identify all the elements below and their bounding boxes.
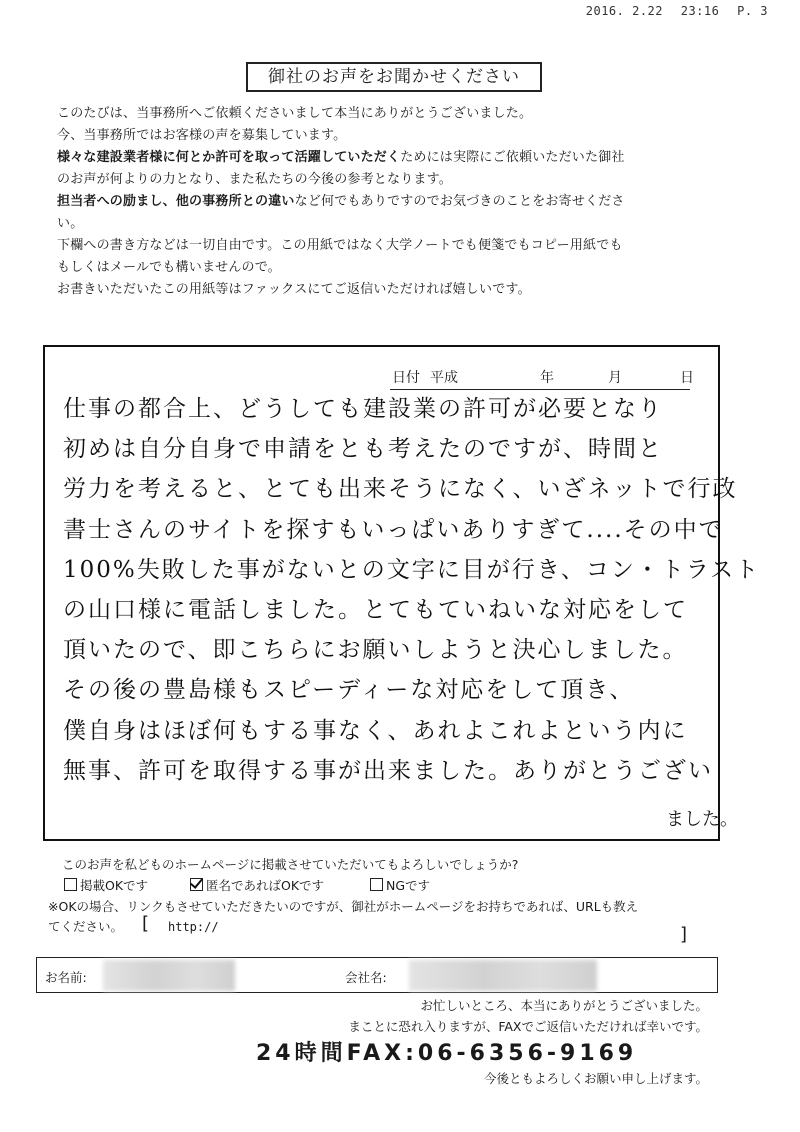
intro-bold: 担当者への励まし、 bbox=[57, 194, 176, 209]
date-month: 月 bbox=[608, 370, 622, 386]
handwriting-line: 無事、許可を取得する事が出来ました。ありがとうござい bbox=[63, 757, 713, 784]
intro-line: のお声が何よりの力となり、また私たちの今後の参考となります。 bbox=[57, 172, 452, 187]
checkbox-anonymous-ok[interactable] bbox=[190, 878, 203, 891]
closing-request: まことに恐れ入りますが、FAXでご返信いただければ幸いです。 bbox=[348, 1019, 708, 1034]
handwritten-comment bbox=[63, 389, 761, 791]
intro-text bbox=[57, 103, 727, 301]
date-era: 平成 bbox=[430, 370, 458, 386]
intro-bold: 他の事務所との違い bbox=[175, 194, 295, 209]
redacted-name bbox=[103, 960, 235, 991]
url-field[interactable]: http:// bbox=[168, 920, 219, 934]
intro-line: 下欄への書き方などは一切自由です。この用紙ではなく大学ノートでも便箋でもコピー用紙でも bbox=[57, 238, 623, 253]
intro-line: このたびは、当事務所へご依頼くださいまして本当にありがとうございました。 bbox=[57, 106, 533, 121]
intro-line: 今、当事務所ではお客様の声を募集しています。 bbox=[57, 128, 347, 143]
fax-header bbox=[576, 4, 768, 18]
date-line bbox=[390, 367, 694, 390]
handwriting-line: 労力を考えると、とても出来そうになく、いざネットで行政 bbox=[63, 476, 738, 503]
intro-line: 様々な建設業者様に何とか許可を取って活躍していただくためには実際にご依頼いただいた御社 bbox=[57, 150, 625, 165]
redacted-company bbox=[409, 960, 597, 991]
handwriting-line: の山口様に電話しました。とてもていねいな対応をして bbox=[63, 597, 688, 624]
checkbox-publish-ok[interactable] bbox=[64, 878, 77, 891]
checkbox-ng[interactable] bbox=[370, 878, 383, 891]
fax-date: 2016. 2.22 bbox=[585, 4, 663, 18]
fax-time: 23:16 bbox=[680, 4, 720, 18]
url-bracket-open: [ bbox=[142, 913, 150, 934]
option-publish-ok[interactable]: 掲載OKです bbox=[64, 876, 148, 894]
handwriting-line: 初めは自分自身で申請をとも考えたのですが、時間と bbox=[63, 436, 663, 463]
handwriting-line: 頂いたので、即こちらにお願いしようと決心しました。 bbox=[63, 637, 688, 664]
closing-regards: 今後ともよろしくお願い申し上げます。 bbox=[483, 1071, 708, 1086]
intro-line: もしくはメールでも構いませんので。 bbox=[57, 260, 281, 275]
date-day: 日 bbox=[680, 370, 694, 386]
fax-page: P. 3 bbox=[737, 4, 768, 18]
link-note-line: ※OKの場合、リンクもさせていただきたいのですが、御社がホームページをお持ちであれば、URLも教え bbox=[48, 899, 639, 914]
date-year: 年 bbox=[540, 370, 554, 386]
page-title: 御社のお声をお聞かせください bbox=[246, 62, 542, 92]
intro-line: 担当者への励まし、他の事務所との違いなど何でもありですのでお気づきのことをお寄せくださ bbox=[57, 194, 625, 209]
name-company-row bbox=[36, 957, 718, 993]
intro-line: お書きいただいたこの用紙等はファックスにてご返信いただければ嬉しいです。 bbox=[57, 282, 531, 297]
intro-bold: 様々な建設業者様に何とか許可を取って活躍していただく bbox=[57, 150, 401, 165]
handwriting-line: 仕事の都合上、どうしても建設業の許可が必要となり bbox=[63, 396, 663, 422]
comment-box bbox=[43, 345, 761, 841]
handwriting-overflow: ました。 bbox=[666, 809, 738, 830]
date-label: 日付 bbox=[392, 370, 420, 386]
option-anonymous-ok[interactable]: 匿名であればOKです bbox=[190, 876, 324, 894]
permission-question: このお声を私どものホームページに掲載させていただいてもよろしいでしょうか? bbox=[62, 857, 519, 872]
intro-line: い。 bbox=[57, 216, 84, 231]
handwriting-line: 100%失敗した事がないとの文字に目が行き、コン・トラスト bbox=[63, 556, 761, 583]
closing-thanks: お忙しいところ、本当にありがとうございました。 bbox=[420, 998, 708, 1013]
handwriting-line: 僕自身はほぼ何もする事なく、あれよこれよという内に bbox=[63, 717, 688, 744]
url-bracket-close: ] bbox=[680, 924, 688, 945]
name-label: お名前: bbox=[45, 970, 87, 985]
url-row bbox=[48, 913, 728, 945]
link-note-line: てください。 bbox=[48, 919, 124, 934]
handwriting-line: その後の豊島様もスピーディーな対応をして頂き、 bbox=[63, 677, 635, 704]
fax-number: 24時間FAX:06-6356-9169 bbox=[256, 1041, 638, 1066]
option-ng[interactable]: NGです bbox=[370, 876, 430, 894]
company-label: 会社名: bbox=[345, 970, 387, 985]
link-note bbox=[48, 897, 728, 945]
handwriting-line: 書士さんのサイトを探すもいっぱいありすぎて....その中で bbox=[63, 516, 724, 543]
